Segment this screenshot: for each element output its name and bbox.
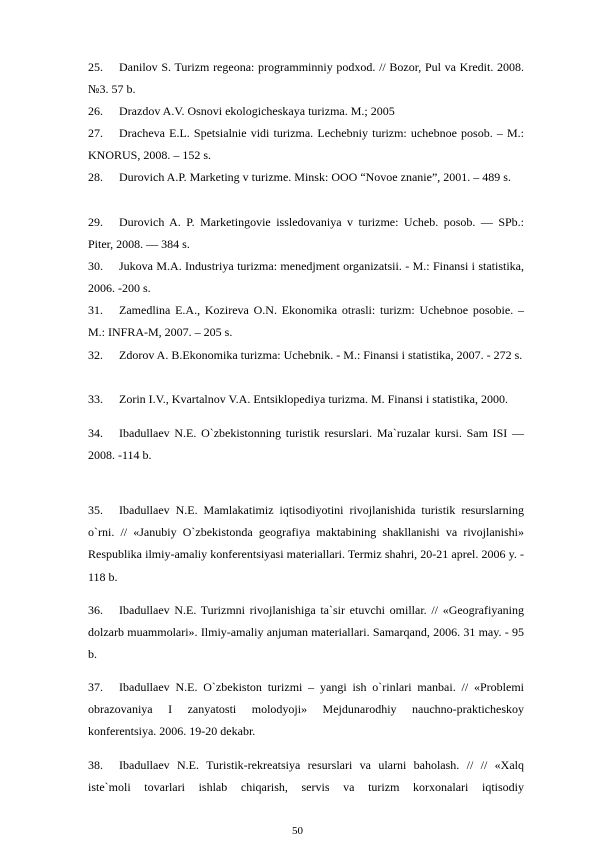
reference-number: 28. [88,170,103,184]
reference-text: Zamedlina E.A., Kozireva O.N. Ekonomika otrasli: turizm: Uchebnoe posobie. – M.: INFRA-M, 2007. – 205 s. [88,303,524,340]
page-number: 50 [292,825,303,837]
reference-item-28 [88,166,524,188]
reference-text: Durovich A.P. Marketing v turizme. Minsk: OOO “Novoe znanie”, 2001. – 489 s. [119,170,511,184]
reference-item-31 [88,299,524,343]
reference-item-26 [88,100,524,122]
reference-item-37 [88,676,524,743]
reference-text: Ibadullaev N.E. Mamlakatimiz iqtisodiyotini rivojlanishida turistik resurslarning o`rni. // «Janubiy O`zbekistonda geografiya maktabining shakllanishi va rivojlanishi» Respublika ilmiy-amaliy konferentsiyasi materiallari. Termiz shahri, 20-21 aprel. 2006 y. - 118 b. [88,503,524,584]
reference-item-33 [88,388,524,407]
reference-number: 31. [88,303,103,317]
reference-text: Ibadullaev N.E. O`zbekistonning turistik resurslari. Ma`ruzalar kursi. Sam ISI — 2008. -114 b. [88,426,524,463]
reference-number: 34. [88,426,103,440]
reference-item-30 [88,255,524,299]
reference-item-29 [88,211,524,255]
reference-number: 33. [88,392,103,406]
reference-text: Dracheva E.L. Spetsialnie vidi turizma. Lechebniy turizm: uchebnoe posob. – M.: KNORUS, 2008. – 152 s. [88,126,524,163]
reference-number: 35. [88,503,103,517]
reference-text: Zdorov A. B.Ekonomika turizma: Uchebnik. - M.: Finansi i statistika, 2007. - 272 s. [119,348,523,362]
reference-number: 27. [88,126,103,140]
reference-item-27 [88,122,524,166]
reference-number: 36. [88,603,103,617]
reference-number: 29. [88,215,103,229]
reference-number: 37. [88,680,103,694]
reference-text: Ibadullaev N.E. Turizmni rivojlanishiga ta`sir etuvchi omillar. // «Geografiyaning dolzarb muammolari». Ilmiy-amaliy anjuman materiallari. Samarqand, 2006. 31 may. - 95 b. [88,603,524,662]
reference-number: 32. [88,348,103,362]
reference-number: 26. [88,104,103,118]
reference-item-38 [88,754,524,798]
reference-text: Zorin I.V., Kvartalnov V.A. Entsiklopediya turizma. M. Finansi i statistika, 2000. [119,392,508,406]
reference-number: 38. [88,758,103,772]
reference-number: 30. [88,259,103,273]
reference-item-25 [88,56,524,100]
reference-item-32 [88,344,524,366]
reference-item-36 [88,599,524,666]
reference-text: Ibadullaev N.E. O`zbekiston turizmi – yangi ish o`rinlari manbai. // «Problemi obrazovaniya I zanyatosti molodyoji» Mejdunarodhiy nauchno-prakticheskoy konferentsiya. 2006. 19-20 dekabr. [88,680,524,739]
reference-item-34 [88,422,524,466]
reference-text: Drazdov A.V. Osnovi ekologicheskaya turizma. M.; 2005 [119,104,395,118]
reference-item-35 [88,499,524,588]
reference-text: Danilov S. Turizm regeona: programminniy podxod. // Bozor, Pul va Kredit. 2008. №3. 57 b. [88,60,524,97]
reference-text: Durovich A. P. Marketingovie issledovaniya v turizme: Ucheb. posob. — SPb.: Piter, 2008. — 384 s. [88,215,524,252]
reference-text: Ibadullaev N.E. Turistik-rekreatsiya resurslari va ularni baholash. // // «Xalq iste`moli tovarlari ishlab chiqarish, servis va turizm korxonalari iqtisodiy [88,758,524,795]
reference-text: Jukova M.A. Industriya turizma: menedjment organizatsii. - M.: Finansi i statistika, 2006. -200 s. [88,259,524,296]
reference-number: 25. [88,60,103,74]
